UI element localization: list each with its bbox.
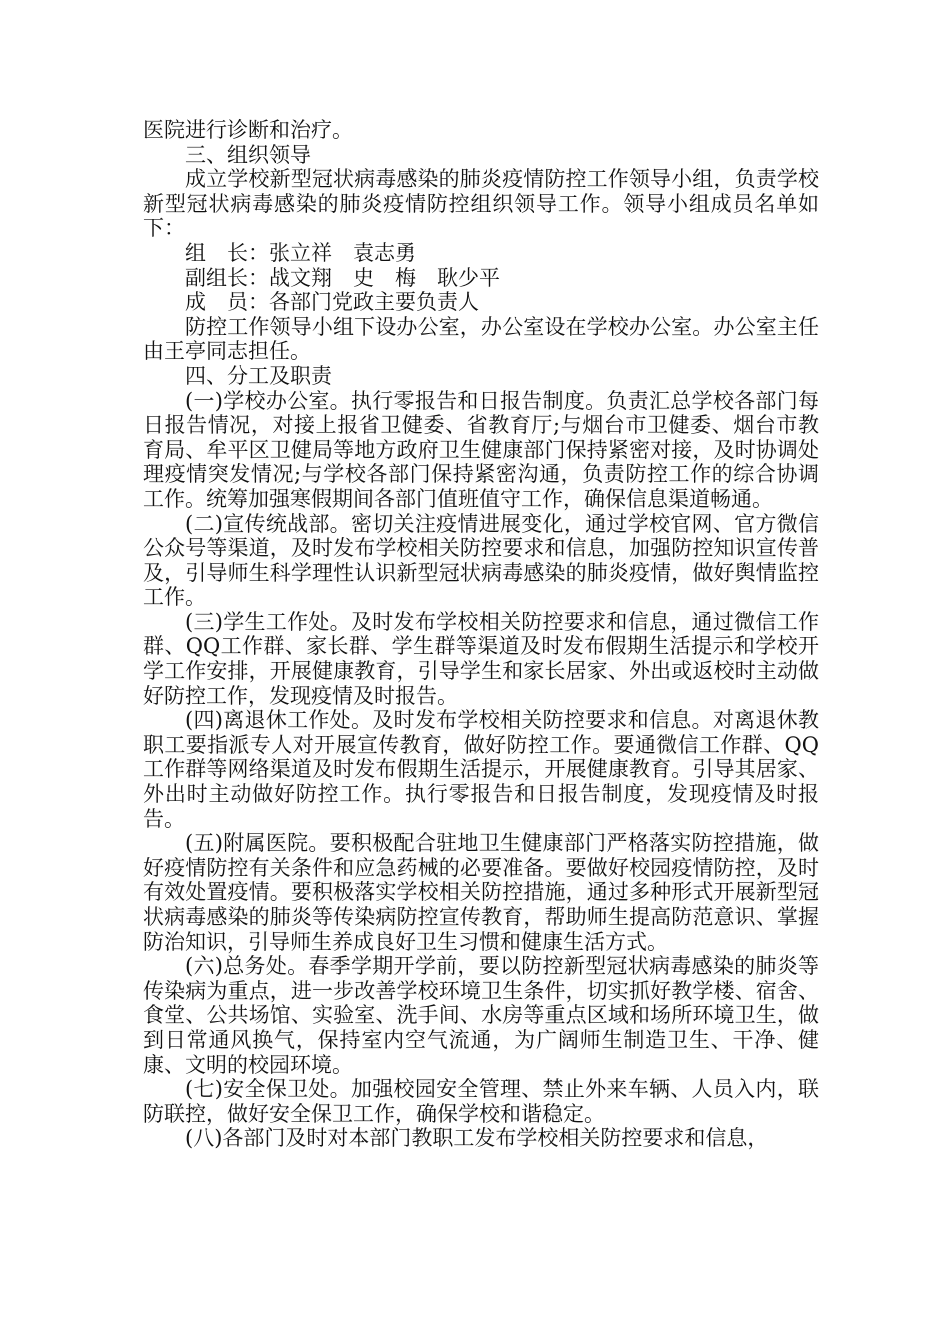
section-heading-duties: 四、分工及职责: [185, 363, 332, 388]
section-heading-organization: 三、组织领导: [185, 142, 311, 167]
paragraph-duty-departments: (八)各部门及时对本部门教职工发布学校相关防控要求和信息，: [185, 1126, 769, 1151]
paragraph-duty-general-affairs: (六)总务处。春季学期开学前，要以防控新型冠状病毒感染的肺炎等传染病为重点，进一步改善学校环境卫生条件，切实抓好教学楼、宿舍、食堂、公共场馆、实验室、洗手间、水房等重点区域和场所环境卫生，做到日常通风换气，保持室内空气流通，为广阔师生制造卫生、干净、健康、文明的校园环境。: [143, 954, 819, 1077]
paragraph-deputy-leader: 副组长：战文翔 史 梅 耿少平: [185, 265, 500, 290]
paragraph-duty-publicity: (二)宣传统战部。密切关注疫情进展变化，通过学校官网、官方微信公众号等渠道，及时发布学校相关防控要求和信息，加强防控知识宣传普及，引导师生科学理性认识新型冠状病毒感染的肺炎疫情，做好舆情监控工作。: [143, 511, 819, 610]
document-body: [143, 118, 819, 1151]
paragraph-duty-hospital: (五)附属医院。要积极配合驻地卫生健康部门严格落实防控措施，做好疫情防控有关条件和应急药械的必要准备。要做好校园疫情防控，及时有效处置疫情。要积极落实学校相关防控措施，通过多种形式开展新型冠状病毒感染的肺炎等传染病防控宣传教育，帮助师生提高防范意识、掌握防治知识，引导师生养成良好卫生习惯和健康生活方式。: [143, 831, 819, 954]
paragraph-duty-student-affairs: (三)学生工作处。及时发布学校相关防控要求和信息，通过微信工作群、QQ工作群、家长群、学生群等渠道及时发布假期生活提示和学校开学工作安排，开展健康教育，引导学生和家长居家、外出或返校时主动做好防控工作，发现疫情及时报告。: [143, 609, 819, 708]
paragraph-members: 成 员：各部门党政主要负责人: [185, 290, 479, 315]
paragraph-leading-group: 成立学校新型冠状病毒感染的肺炎疫情防控工作领导小组，负责学校新型冠状病毒感染的肺炎疫情防控组织领导工作。领导小组成员名单如下：: [143, 167, 819, 241]
paragraph-duty-school-office: (一)学校办公室。执行零报告和日报告制度。负责汇总学校各部门每日报告情况，对接上报省卫健委、省教育厅;与烟台市卫健委、烟台市教育局、牟平区卫健局等地方政府卫生健康部门保持紧密对接，及时协调处理疫情突发情况;与学校各部门保持紧密沟通，负责防控工作的综合协调工作。统筹加强寒假期间各部门值班值守工作，确保信息渠道畅通。: [143, 388, 819, 511]
paragraph-duty-security: (七)安全保卫处。加强校园安全管理、禁止外来车辆、人员入内，联防联控，做好安全保卫工作，确保学校和谐稳定。: [143, 1077, 819, 1126]
paragraph-hospital-diagnosis: 医院进行诊断和治疗。: [143, 118, 353, 142]
paragraph-group-leader: 组 长：张立祥 袁志勇: [185, 240, 416, 265]
paragraph-office: 防控工作领导小组下设办公室，办公室设在学校办公室。办公室主任由王亭同志担任。: [143, 314, 819, 364]
paragraph-duty-retirees: (四)离退休工作处。及时发布学校相关防控要求和信息。对离退休教职工要指派专人对开展宣传教育，做好防控工作。要通微信工作群、QQ工作群等网络渠道及时发布假期生活提示，开展健康教育。引导其居家、外出时主动做好防控工作。执行零报告和日报告制度，发现疫情及时报告。: [143, 708, 819, 831]
